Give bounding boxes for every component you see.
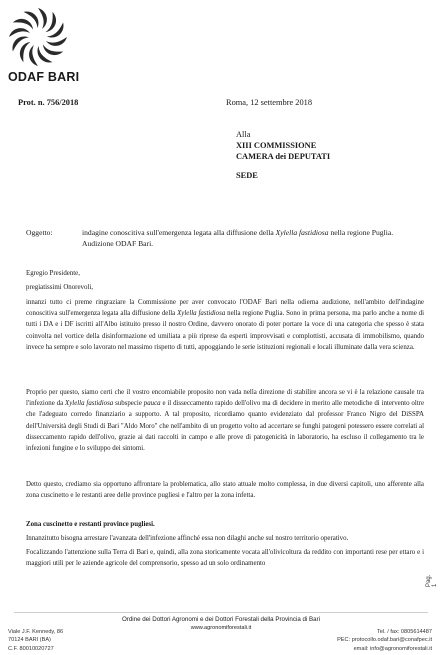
paragraph-intro: innanzi tutto ci preme ringraziare la Commissione per aver convocato l'ODAF Bari nella odierna audizione, nell'ambito dell'indagine conoscitiva sull'emergenza legata alla diffusione della Xylella fastidiosa nella regione Puglia. Sono in prima persona, ma parlo anche a nome di tutti i DA e i DF iscritti all'Albo istituito presso il nostro Ordine, davvero onorato di poter portare la voce di una categoria che spesso è stata coinvolta nel vortice della disinformazione ed umiliata a più riprese da esperti improvvisati e complottisti, accusata di immobilismo, quando invece ha sempre e solo lavorato nel massimo rispetto di tutti, appoggiando le serie istituzioni regionali e locali illuminate dalla vera scienza. bbox=[26, 299, 424, 351]
footer-website: www.agronomiforestali.it bbox=[190, 625, 252, 631]
paragraph-terra-di-bari: Focalizzando l'attenzione sulla Terra di Bari e, quindi, alla zona storicamente vocata all'olivicoltura da reddito con importanti rese per ettaro e i maggiori utili per le aziende agricole del comprensorio, spesso ad un solo ordinamento bbox=[26, 549, 424, 568]
logo-name: ODAF BARI bbox=[8, 70, 80, 84]
footer-divider bbox=[14, 612, 428, 613]
section-heading: Zona cuscinetto e restanti province pugliesi. bbox=[26, 521, 155, 528]
footer-email: email: info@agronomiforestali.it bbox=[353, 645, 432, 652]
footer-contacts bbox=[337, 628, 432, 653]
footer-tax-code: C.F. 80010020727 bbox=[8, 645, 54, 652]
recipient-seat: SEDE bbox=[236, 171, 258, 180]
footer-phone: Tel. / fax: 0805614487 bbox=[376, 629, 432, 635]
footer-address-street: Viale J.F. Kennedy, 86 bbox=[8, 629, 64, 635]
paragraph-causality: Proprio per questo, siamo certi che il vostro encomiabile proposito non vada nella direzione di stabilire ancora se vi è la relazione causale tra l'infezione da Xylella fastidiosa subspecie pauca e il disseccamento rapido dell'olivo ma di decidere in merito alle metodiche di intervento oltre che l'adeguato corredo finanziario a supporto. A tal proposito, ricordiamo quanto evidenziato dal professor Franco Nigro del DiSSPA dell'Università degli Studi di Bari "Aldo Moro" che nell'ambito di un progetto volto ad accertare se funghi patogeni potessero essere correlati al disseccamento rapido dell'olivo, grazie ai dati raccolti in campo e alle prove di patogenicità in laboratorio, ha escluso il collegamento tra le infezioni fungine e lo sviluppo dei sintomi. bbox=[26, 389, 425, 453]
footer-pec: PEC: protocollo.odaf.bari@conafpec.it bbox=[337, 637, 432, 644]
paragraph-stop-infection: Innanzitutto bisogna arrestare l'avanzata dell'infezione affinché essa non dilaghi anche sul nostro territorio operativo. bbox=[26, 535, 349, 542]
protocol-number: Prot. n. 756/2018 bbox=[18, 98, 79, 107]
footer-address-city: 70124 BARI (BA) bbox=[8, 637, 51, 644]
recipient-commission: XIII COMMISSIONE bbox=[236, 141, 317, 150]
recipient-to: Alla bbox=[236, 130, 251, 139]
subject-text: indagine conoscitiva sull'emergenza legata alla diffusione della Xylella fastidiosa nella regione Puglia. Audizione ODAF Bari. bbox=[82, 228, 394, 248]
recipient-chamber: CAMERA dei DEPUTATI bbox=[236, 152, 331, 161]
odaf-logo-icon bbox=[8, 6, 68, 68]
date-line: Roma, 12 settembre 2018 bbox=[226, 98, 313, 107]
subject-label: Oggetto: bbox=[26, 228, 53, 237]
footer-address bbox=[8, 628, 63, 653]
footer-organization: Ordine dei Dottori Agronomi e dei Dottori Forestali della Provincia di Bari bbox=[121, 616, 321, 623]
paragraph-chapters: Detto questo, crediamo sia opportuno affrontare la problematica, allo stato attuale molto complessa, in due diversi capitoli, uno afferente alla zona cuscinetto e le restanti aree delle province pugliesi e l'altro per la zona infetta. bbox=[26, 481, 424, 500]
subject-block bbox=[26, 228, 424, 249]
salutation-president: Egregio Presidente, bbox=[26, 270, 80, 277]
page-number: Pag. 1 bbox=[426, 574, 438, 587]
salutation-members: pregiatissimi Onorevoli, bbox=[26, 284, 93, 291]
